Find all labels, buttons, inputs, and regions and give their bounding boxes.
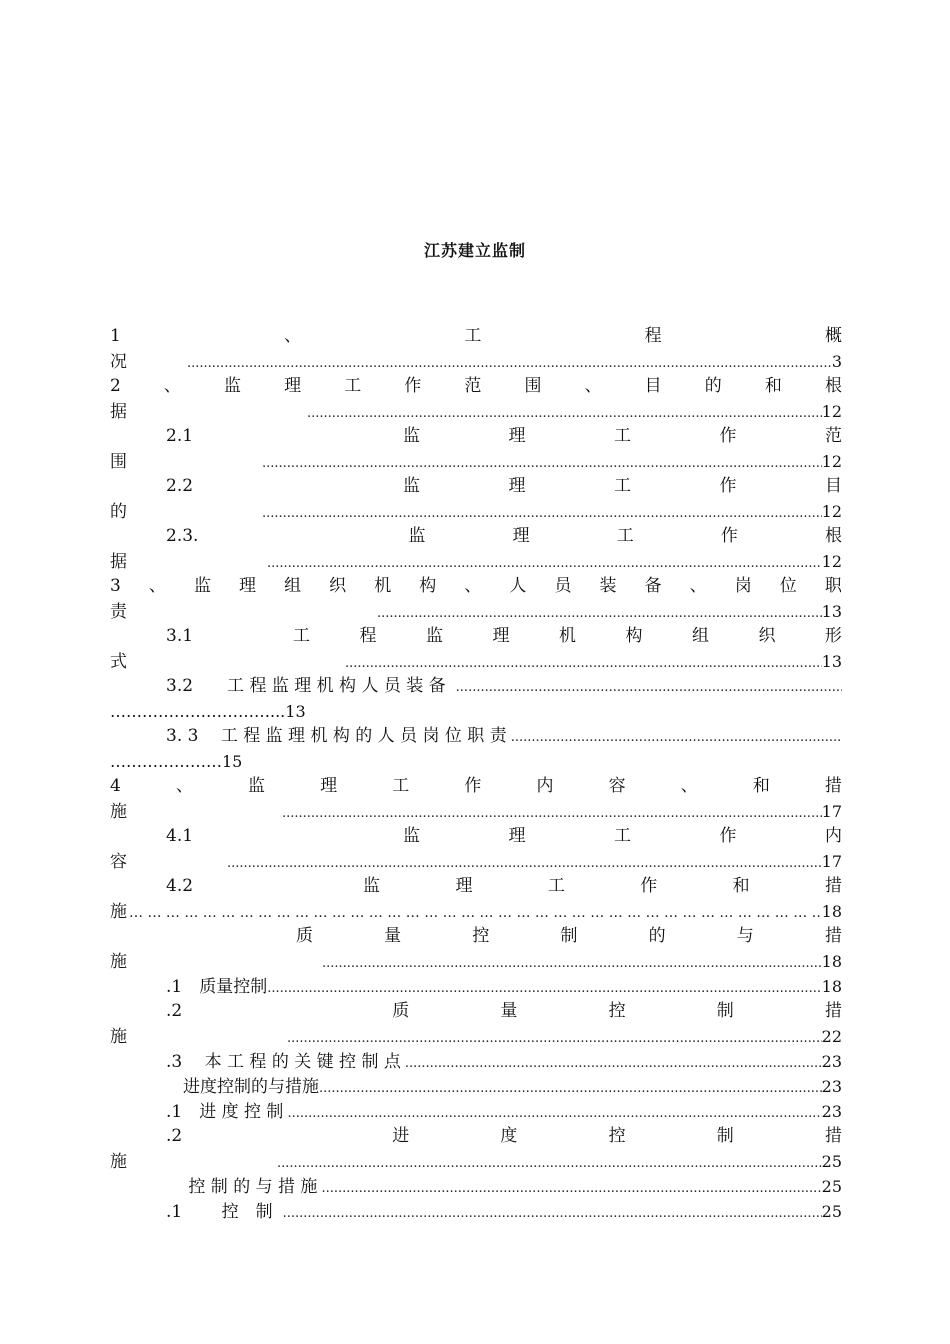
toc-leader-dots [277,1151,822,1176]
toc-heading-char: 机 [374,576,392,596]
toc-entry-label: 施 [110,902,127,922]
toc-heading-line [110,774,842,799]
toc-leader-dots [319,1076,822,1101]
toc-heading-char: 监 [224,376,242,396]
toc-heading-char: 构 [419,576,437,596]
toc-heading-char: 和 [752,776,770,796]
toc-leader-dots [262,501,822,526]
toc-heading-char: 容 [608,776,626,796]
toc-leader-dots [287,1026,822,1051]
toc-page-number: 13 [821,652,842,671]
toc-leader-dots [287,1101,821,1126]
toc-heading-char: 、 [148,576,166,596]
toc-heading-char: 作 [404,376,422,396]
toc-heading-char: 和 [764,376,782,396]
toc-leader-dots [321,1176,821,1201]
toc-heading-char: 控 [608,1001,626,1021]
toc-heading-char: 机 [558,626,576,646]
toc-entry-label: 施 [110,802,127,822]
toc-entry-label: 施 [110,952,127,972]
toc-heading-char: 质 [392,1001,410,1021]
toc-entry-line [110,599,842,624]
toc-heading-char: 作 [719,826,737,846]
toc-heading-char: 位 [779,576,797,596]
toc-number: 2.2 [166,476,194,496]
toc-leader-dots [129,901,822,926]
toc-entry-line [110,399,842,424]
toc-heading-char: 织 [758,626,776,646]
toc-heading-char: 、 [689,576,707,596]
toc-leader-dots [262,451,822,476]
toc-number: 2 [110,376,121,396]
toc-heading-char: 、 [175,776,193,796]
toc-heading-char: 措 [824,1126,842,1146]
toc-heading-char: 工 [616,526,634,546]
toc-heading-char: 的 [648,926,666,946]
toc-leader-dots [345,651,822,676]
toc-number: 2.3. [166,526,199,546]
toc-heading-char: 组 [691,626,709,646]
toc-entry-line [110,549,842,574]
toc-entry-label: 据 [110,402,127,422]
toc-number: 3.1 [166,626,194,646]
toc-page-number: 25 [821,1177,842,1196]
toc-page-number: 12 [821,552,842,571]
toc-continuation-text: …………………………...13 [110,702,306,721]
toc-leader-dots [227,851,822,876]
toc-leader-dots [511,725,842,750]
toc-number: 4 [110,776,121,796]
toc-entry-label: .1 质量控制 [166,977,268,997]
toc-page-number: 17 [821,852,842,871]
toc-heading-char: 工 [614,426,632,446]
toc-heading-char: 措 [824,776,842,796]
toc-heading-char: 理 [284,376,302,396]
toc-heading-char: 理 [492,626,510,646]
toc-heading-char: 理 [455,876,473,896]
toc-entry-line [110,1074,842,1099]
toc-heading-char: 作 [719,426,737,446]
toc-page-number: 23 [821,1102,842,1121]
toc-entry-label: 3.2 工 程 监 理 机 构 人 员 装 备 [166,676,446,696]
toc-number: 4.2 [166,876,194,896]
toc-entry-label: .1 进 度 控 制 [166,1102,284,1122]
toc-entry-line [110,499,842,524]
toc-leader-dots [282,801,822,826]
toc-heading-char: 进 [392,1126,410,1146]
toc-heading-char: 理 [508,476,526,496]
toc-heading-char: 理 [508,826,526,846]
toc-heading-char: 工 [547,876,565,896]
toc-heading-char: 员 [554,576,572,596]
toc-heading-char: 程 [359,626,377,646]
toc-heading-line [110,824,842,849]
toc-heading-char: 织 [329,576,347,596]
toc-heading-char: 制 [716,1126,734,1146]
toc-entry-line [110,949,842,974]
toc-heading-char: 范 [464,376,482,396]
toc-heading-char: 监 [408,526,426,546]
toc-heading-char: 度 [500,1126,518,1146]
toc-heading-char: 职 [824,576,842,596]
toc-heading-char: 、 [284,326,302,346]
toc-entry-line [110,1049,842,1074]
toc-continuation-text: …………………15 [110,752,243,771]
toc-entry-line [110,799,842,824]
toc-heading-char: 工 [344,376,362,396]
toc-heading-char: 目 [824,476,842,496]
toc-heading-char: 措 [824,1001,842,1021]
toc-entry-line [110,1149,842,1174]
toc-heading-char: 工 [392,776,410,796]
toc-heading-char: 构 [625,626,643,646]
toc-continuation-line [110,749,842,774]
toc-heading-char: 监 [403,476,421,496]
toc-page-number: 3 [831,352,842,371]
toc-number: 3 [110,576,121,596]
toc-leader-dots [187,351,832,376]
toc-heading-char: 围 [524,376,542,396]
toc-heading-char: 制 [560,926,578,946]
toc-heading-char: 岗 [734,576,752,596]
toc-heading-char: 内 [824,826,842,846]
toc-entry-line [110,649,842,674]
toc-number: .2 [166,1001,183,1021]
toc-heading-char: 监 [426,626,444,646]
toc-leader-dots [307,401,822,426]
toc-page-number: 23 [821,1077,842,1096]
toc-leader-dots [283,1201,822,1226]
toc-heading-char: 作 [719,476,737,496]
toc-heading-char: 制 [716,1001,734,1021]
toc-number: .2 [166,1126,183,1146]
toc-heading-line [110,324,842,349]
toc-leader-dots [456,675,842,700]
toc-heading-char: 理 [320,776,338,796]
toc-page-number: 25 [821,1152,842,1171]
toc-entry-line [110,899,842,924]
toc-heading-char: 理 [508,426,526,446]
toc-heading-line [110,574,842,599]
toc-heading-char: 工 [464,326,482,346]
toc-heading-char: 控 [608,1126,626,1146]
table-of-contents [110,324,842,1224]
toc-heading-char: 概 [824,326,842,346]
toc-entry-label: 围 [110,452,127,472]
toc-entry-line [110,1199,842,1224]
toc-page-number: 17 [821,802,842,821]
toc-entry-label: 进度控制的与措施 [166,1077,319,1097]
toc-entry-line [110,674,842,699]
toc-page-number: 18 [821,977,842,996]
toc-page-number: 12 [821,502,842,521]
toc-heading-char: 控 [472,926,490,946]
toc-continuation-line [110,699,842,724]
toc-entry-label: 施 [110,1152,127,1172]
toc-leader-dots [322,951,822,976]
toc-heading-char: 作 [464,776,482,796]
toc-heading-line [110,924,842,949]
toc-heading-char: 组 [284,576,302,596]
toc-heading-char: 根 [824,526,842,546]
toc-heading-char: 工 [614,826,632,846]
toc-heading-char: 监 [403,426,421,446]
toc-entry-line [110,349,842,374]
toc-heading-char: 工 [614,476,632,496]
toc-entry-label: 据 [110,552,127,572]
toc-page-number: 12 [821,452,842,471]
toc-heading-char: 监 [363,876,381,896]
toc-entry-label: 况 [110,352,127,372]
toc-page-number: 12 [821,402,842,421]
toc-number: 2.1 [166,426,194,446]
toc-heading-char: 措 [825,876,842,896]
toc-heading-char: 和 [732,876,750,896]
toc-heading-char: 装 [599,576,617,596]
toc-heading-char: 根 [824,376,842,396]
toc-heading-line [110,374,842,399]
toc-leader-dots [377,601,822,626]
toc-heading-char: 、 [464,576,482,596]
document-title: 江苏建立监制 [423,241,526,260]
toc-entry-line [110,1024,842,1049]
toc-heading-char: 备 [644,576,662,596]
toc-heading-char: 、 [584,376,602,396]
toc-entry-label: 式 [110,652,127,672]
toc-number: 1 [110,326,121,346]
toc-entry-line [110,849,842,874]
toc-entry-label: 控 制 的 与 措 施 [166,1177,318,1197]
toc-entry-label: 责 [110,602,127,622]
toc-heading-char: 监 [403,826,421,846]
toc-page-number: 23 [821,1052,842,1071]
toc-leader-dots [267,976,821,1001]
toc-entry-line [110,1174,842,1199]
toc-page-number: 18 [821,952,842,971]
toc-heading-char: 范 [824,426,842,446]
toc-heading-char: 作 [640,876,658,896]
toc-heading-char: 的 [704,376,722,396]
toc-heading-line [110,424,842,449]
toc-heading-char: 与 [736,926,754,946]
toc-entry-label: .1 控 制 [166,1202,273,1222]
toc-heading-char: 理 [512,526,530,546]
toc-heading-char: 理 [239,576,257,596]
toc-entry-line [110,1099,842,1124]
toc-heading-line [110,474,842,499]
toc-heading-line [110,1124,842,1149]
toc-heading-line [110,524,842,549]
toc-heading-line [110,624,842,649]
toc-heading-line [110,874,842,899]
toc-entry-line [110,724,842,749]
toc-entry-label: 容 [110,852,127,872]
toc-heading-char: 程 [644,326,662,346]
toc-entry-label: 的 [110,502,127,522]
toc-heading-char: 量 [500,1001,518,1021]
toc-page-number: 22 [821,1027,842,1046]
toc-heading-char: 监 [193,576,211,596]
toc-entry-label: .3 本 工 程 的 关 键 控 制 点 [166,1052,401,1072]
toc-heading-char: 措 [824,926,842,946]
toc-number: 4.1 [166,826,194,846]
toc-heading-char: 人 [509,576,527,596]
toc-heading-char: 形 [824,626,842,646]
toc-entry-line [110,974,842,999]
toc-heading-char: 质 [296,926,313,946]
toc-heading-char: 内 [536,776,554,796]
toc-page-number: 13 [821,602,842,621]
toc-heading-char: 量 [384,926,402,946]
toc-leader-dots [405,1051,822,1076]
toc-entry-line [110,449,842,474]
toc-heading-char: 、 [680,776,698,796]
toc-leader-dots [267,551,822,576]
toc-heading-char: 目 [644,376,662,396]
toc-heading-line [110,999,842,1024]
toc-heading-char: 、 [163,376,181,396]
toc-heading-char: 作 [720,526,738,546]
toc-entry-label: 施 [110,1027,127,1047]
toc-heading-char: 监 [248,776,266,796]
toc-entry-label: 3. 3 工 程 监 理 机 构 的 人 员 岗 位 职 责 [166,726,507,746]
toc-heading-char: 工 [293,626,311,646]
toc-page-number: 25 [821,1202,842,1221]
toc-page-number: 18 [821,902,842,921]
